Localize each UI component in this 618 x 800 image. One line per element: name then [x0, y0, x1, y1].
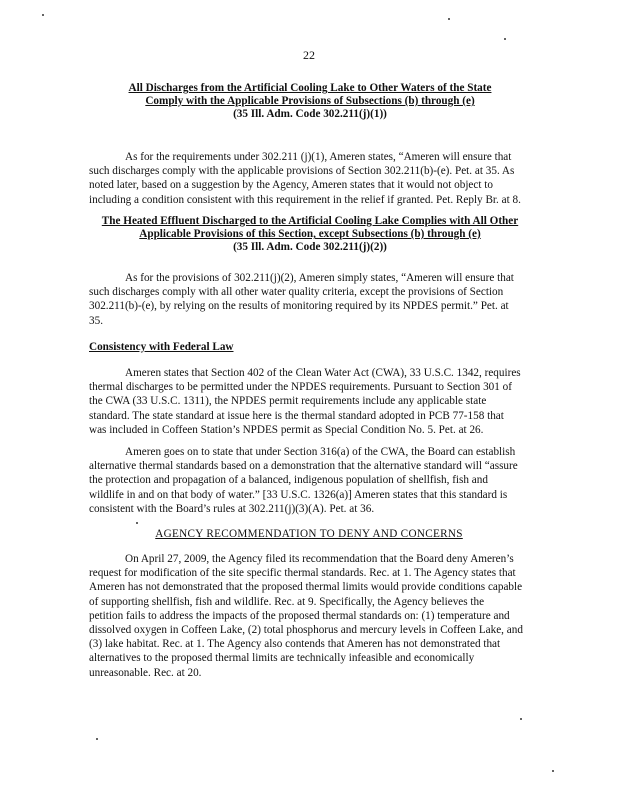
- paragraph-agency-recommendation: [89, 552, 535, 680]
- text-line: Ameren states that Section 402 of the Clean Water Act (CWA), 33 U.S.C. 1342, requires: [125, 367, 521, 379]
- text-line: of supporting shellfish, fish and wildlife. Rec. at 9. Specifically, the Agency believes the: [89, 595, 485, 608]
- paragraph-federal-law-1: [89, 366, 535, 437]
- section-heading-agency-recommendation: AGENCY RECOMMENDATION TO DENY AND CONCERNS: [155, 528, 463, 540]
- text-line: such discharges comply with the applicable provisions of Section 302.211(b)-(e). Pet. at 35. As: [89, 165, 515, 178]
- text-line: On April 27, 2009, the Agency filed its recommendation that the Board deny Ameren’s: [125, 553, 514, 565]
- text-line: the protection and propagation of a balanced, indigenous population of shellfish, fish and: [89, 474, 488, 487]
- heading-line: Applicable Provisions of this Section, except Subsections (b) through (e): [139, 228, 481, 240]
- text-line: alternative thermal standards based on a demonstration that the alternative standard will “assure: [89, 460, 518, 473]
- text-line: the CWA (33 U.S.C. 1311), the NPDES permit requirements include any applicable state: [89, 395, 487, 408]
- text-line: Ameren goes on to state that under Section 316(a) of the CWA, the Board can establish: [125, 446, 516, 458]
- scan-speck: [136, 522, 138, 524]
- text-line: standard. The state standard at issue here is the thermal standard adopted in PCB 77-158 that: [89, 409, 504, 422]
- heading-line: All Discharges from the Artificial Cooling Lake to Other Waters of the State: [128, 82, 492, 94]
- section-heading-discharges: [90, 82, 530, 121]
- heading-line: The Heated Effluent Discharged to the Artificial Cooling Lake Complies with All Other: [101, 215, 519, 227]
- text-line: request for modification of the site specific thermal standards. Rec. at 1. The Agency states that: [89, 567, 516, 580]
- text-line: As for the requirements under 302.211 (j)(1), Ameren states, “Ameren will ensure that: [125, 151, 512, 163]
- scan-speck: [96, 738, 98, 740]
- text-line: consistent with the Board’s rules at 302.211(j)(3)(A). Pet. at 36.: [89, 502, 375, 515]
- scan-speck: [520, 718, 522, 720]
- heading-line: (35 Ill. Adm. Code 302.211(j)(2)): [233, 241, 387, 253]
- page-number: 22: [303, 48, 315, 62]
- text-line: dissolved oxygen in Coffeen Lake, (2) total phosphorus and mercury levels in Coffeen Lake, and: [89, 624, 523, 637]
- paragraph-federal-law-2: [89, 445, 535, 516]
- text-line: 35.: [89, 314, 103, 327]
- heading-line: Comply with the Applicable Provisions of Subsections (b) through (e): [145, 95, 475, 107]
- scan-speck: [504, 38, 506, 40]
- section-heading-federal-law: Consistency with Federal Law: [89, 341, 234, 353]
- text-line: thermal discharges to be permitted under the NPDES requirements. Pursuant to Section 301 of: [89, 381, 512, 394]
- text-line: 302.211(b)-(e), by relying on the results of monitoring required by its NPDES permit.” Pet. at: [89, 300, 509, 313]
- scan-speck: [42, 14, 44, 16]
- paragraph-discharges: [89, 150, 535, 207]
- scan-speck: [552, 770, 554, 772]
- text-line: unreasonable. Rec. at 20.: [89, 666, 202, 679]
- paragraph-heated-effluent: [89, 271, 535, 328]
- text-line: including a condition consistent with this requirement in the relief if granted. Pet. Reply Br. at 8.: [89, 193, 521, 206]
- text-line: alternatives to the proposed thermal limits are technically infeasible and economically: [89, 652, 475, 665]
- scan-speck: [448, 18, 450, 20]
- text-line: petition fails to address the impacts of the proposed thermal standards on: (1) temperature and: [89, 609, 510, 622]
- section-heading-heated-effluent: [90, 215, 530, 254]
- text-line: As for the provisions of 302.211(j)(2), Ameren simply states, “Ameren will ensure that: [125, 272, 514, 284]
- text-line: wildlife in and on that body of water.” [33 U.S.C. 1326(a)] Ameren states that this standard is: [89, 488, 508, 501]
- heading-line: (35 Ill. Adm. Code 302.211(j)(1)): [233, 108, 387, 120]
- text-line: (3) lake habitat. Rec. at 1. The Agency also contends that Ameren has not demonstrated that: [89, 638, 501, 651]
- text-line: was included in Coffeen Station’s NPDES permit as Special Condition No. 5. Pet. at 26.: [89, 423, 484, 436]
- text-line: such discharges comply with all other water quality criteria, except the provisions of Section: [89, 286, 504, 299]
- text-line: noted later, based on a suggestion by the Agency, Ameren states that it would not object to: [89, 179, 493, 192]
- text-line: Ameren has not demonstrated that the proposed thermal limits would provide conditions capable: [89, 581, 523, 594]
